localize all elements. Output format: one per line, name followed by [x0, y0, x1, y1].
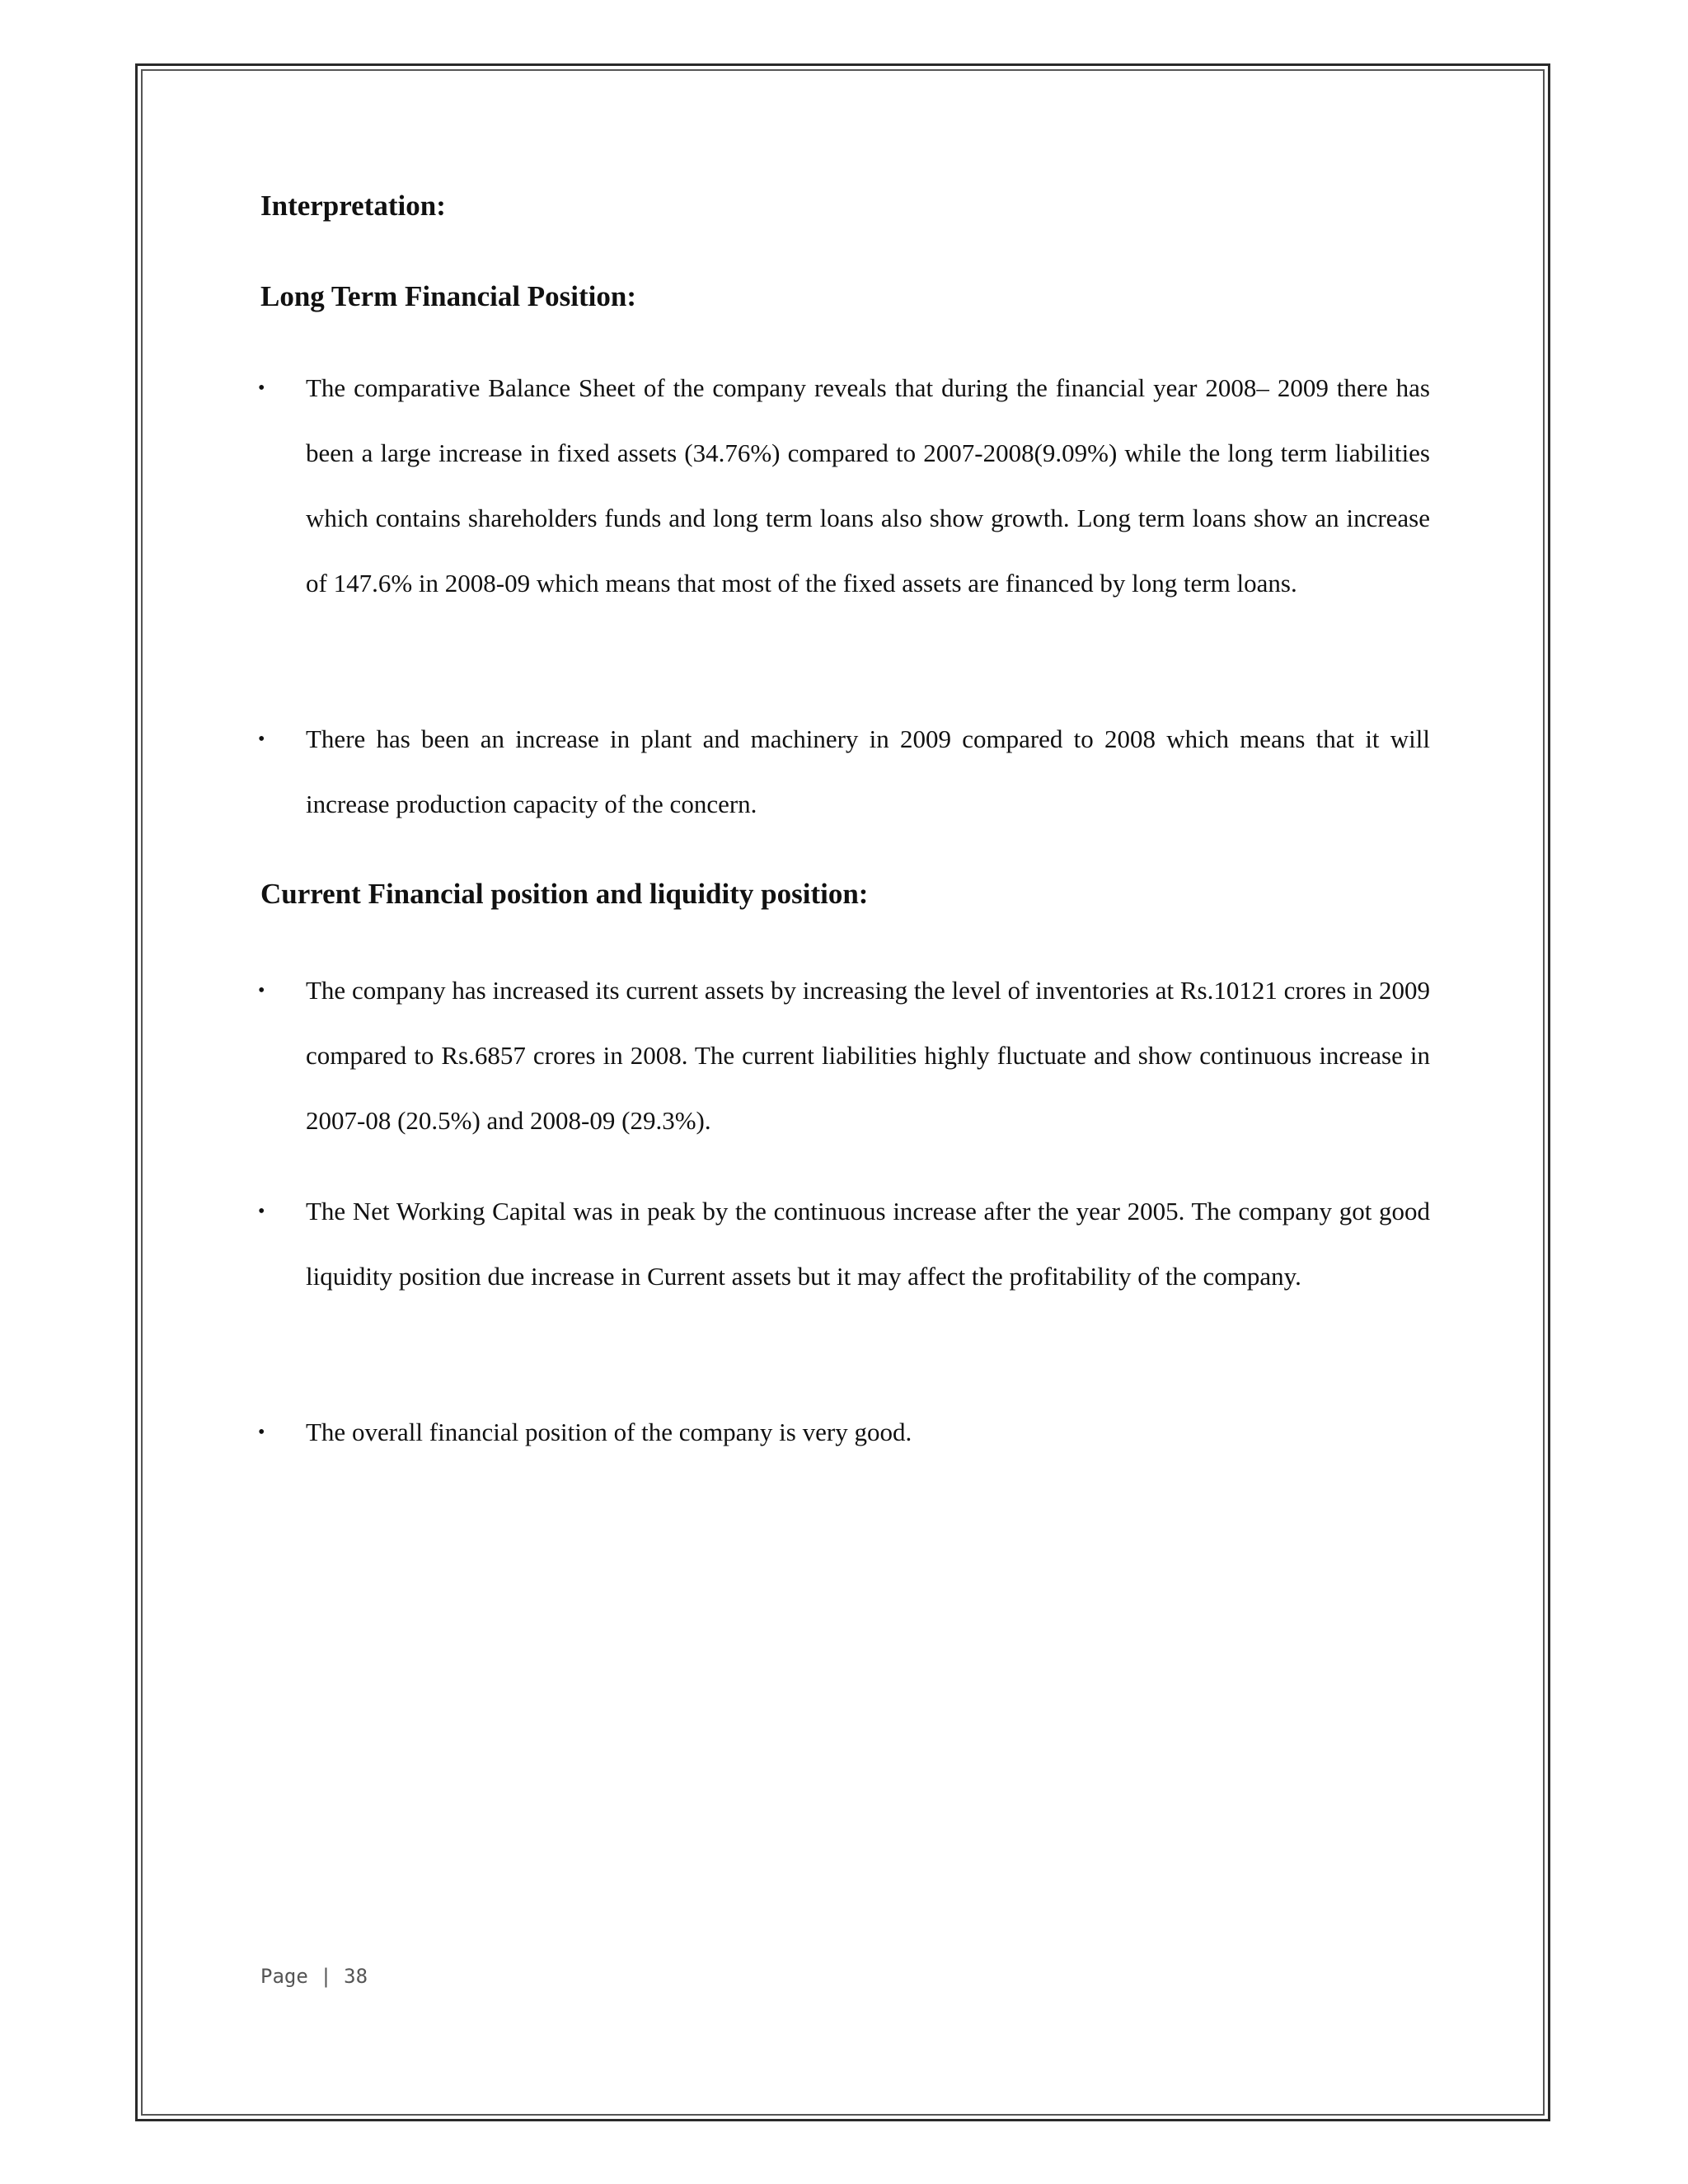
paragraph-current-2: The Net Working Capital was in peak by the continuous increase after the year 2005. The company got good liquidity position due increase in Current assets but it may affect the profitability of the company. — [306, 1197, 1430, 1291]
bullet-icon: • — [258, 729, 265, 750]
heading-interpretation: Interpretation: — [260, 190, 446, 222]
heading-current-financial-position: Current Financial position and liquidity position: — [260, 878, 869, 910]
bullet-icon: • — [258, 980, 265, 1001]
paragraph-current-1: The company has increased its current assets by increasing the level of inventories at Rs.10121 crores in 2009 compared to Rs.6857 crores in 2008. The current liabilities highly fluctuate and show continuous increase in 2007-08 (20.5%) and 2008-09 (29.3%). — [306, 976, 1430, 1135]
paragraph-long-term-1: The comparative Balance Sheet of the company reveals that during the financial year 2008– 2009 there has been a large increase in fixed assets (34.76%) compared to 2007-2008(9.09%) while the long term liabilities which contains shareholders funds and long term loans also show growth. Long term loans show an increase of 147.6% in 2008-09 which means that most of the fixed assets are financed by long term loans. — [306, 373, 1430, 598]
paragraph-current-3: The overall financial position of the company is very good. — [306, 1418, 912, 1446]
paragraph-long-term-2: There has been an increase in plant and machinery in 2009 compared to 2008 which means that it will increase production capacity of the concern. — [306, 724, 1430, 818]
heading-long-term-financial-position: Long Term Financial Position: — [260, 280, 637, 312]
bullet-icon: • — [258, 1201, 265, 1222]
page-number: Page | 38 — [260, 1965, 368, 1988]
bullet-icon: • — [258, 1422, 265, 1443]
bullet-icon: • — [258, 377, 265, 399]
